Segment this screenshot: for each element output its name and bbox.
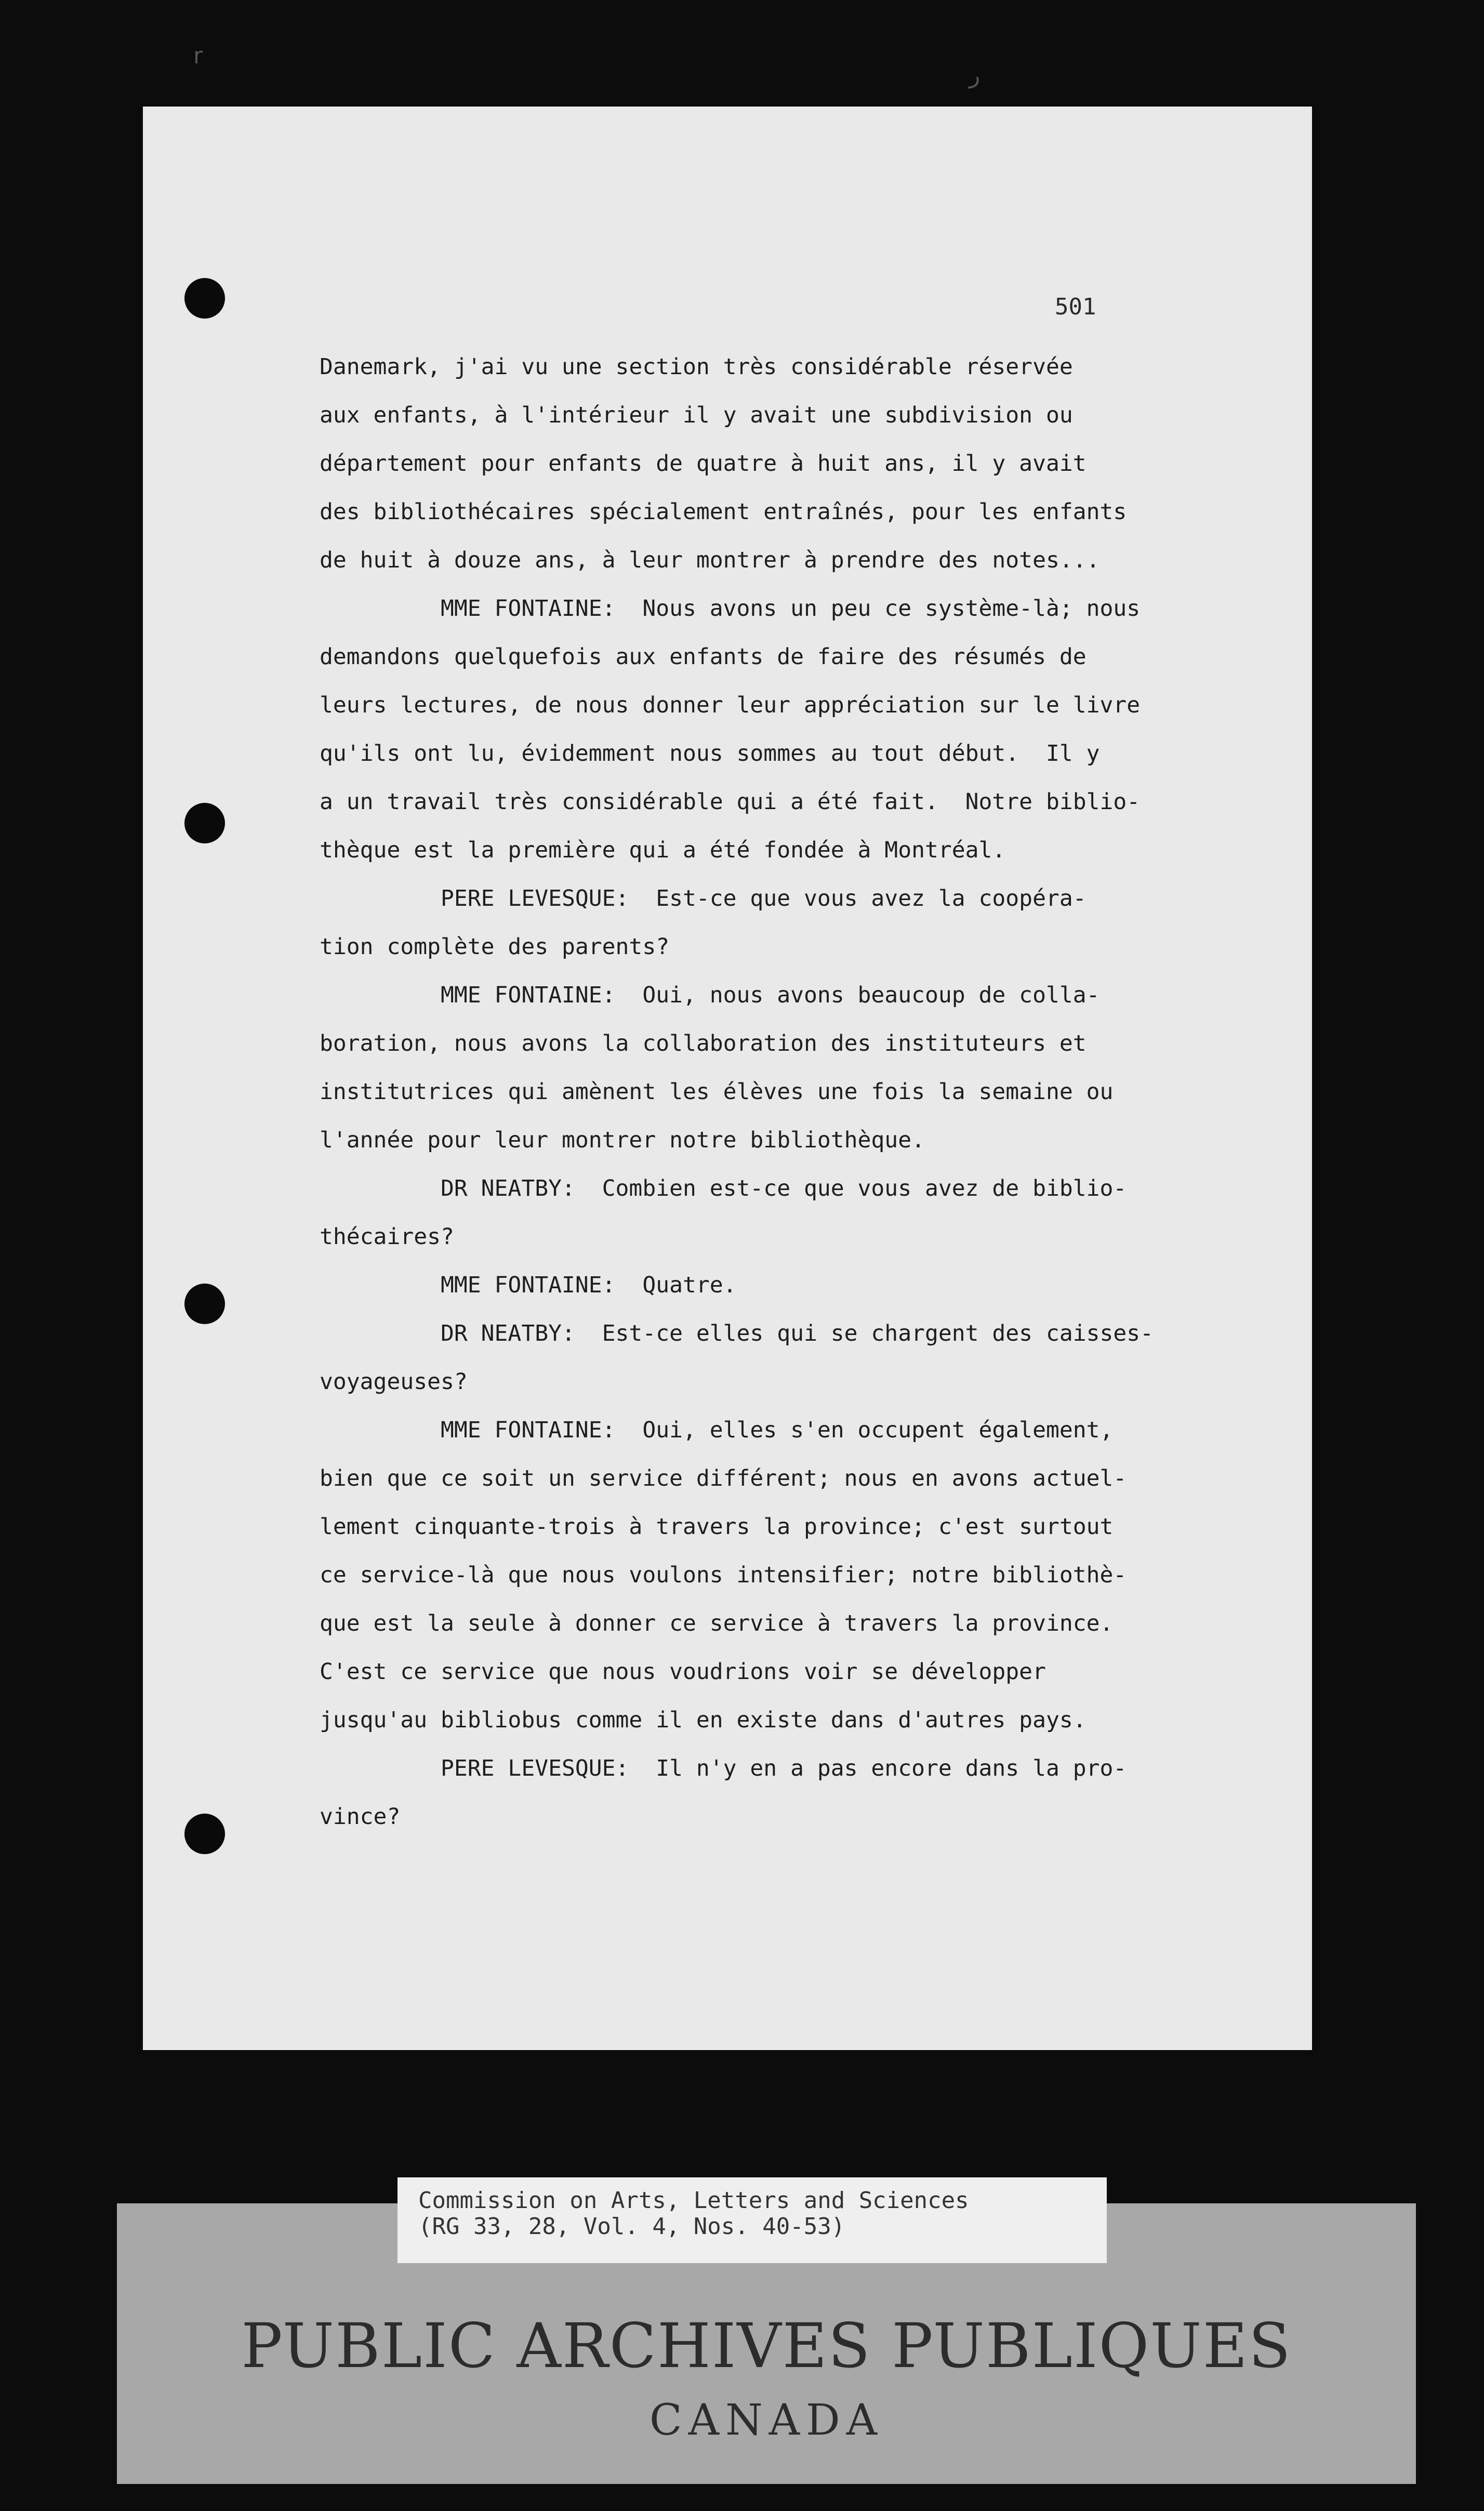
transcript-text bbox=[320, 343, 1255, 1841]
text-line: Danemark, j'ai vu une section très considérable réservée bbox=[320, 354, 1073, 380]
text-line: l'année pour leur montrer notre bibliothèque. bbox=[320, 1127, 925, 1153]
punch-hole bbox=[184, 803, 225, 843]
punch-hole bbox=[184, 1284, 225, 1324]
text-line: que est la seule à donner ce service à travers la province. bbox=[320, 1610, 1114, 1636]
punch-hole bbox=[184, 278, 225, 319]
text-line: thèque est la première qui a été fondée à Montréal. bbox=[320, 837, 1006, 863]
punch-hole bbox=[184, 1814, 225, 1854]
text-line: MME FONTAINE: Oui, elles s'en occupent également, bbox=[320, 1417, 1114, 1443]
film-corner-mark: r bbox=[193, 43, 203, 69]
text-line: MME FONTAINE: Nous avons un peu ce système-là; nous bbox=[320, 596, 1141, 622]
text-line: DR NEATBY: Combien est-ce que vous avez de biblio- bbox=[320, 1175, 1127, 1201]
text-line: département pour enfants de quatre à huit ans, il y avait bbox=[320, 451, 1086, 477]
text-line: MME FONTAINE: Quatre. bbox=[320, 1272, 737, 1298]
text-line: des bibliothécaires spécialement entraînés, pour les enfants bbox=[320, 499, 1127, 525]
collection-label bbox=[398, 2177, 1107, 2263]
archive-title: PUBLIC ARCHIVES PUBLIQUES bbox=[241, 2310, 1292, 2382]
text-line: lement cinquante-trois à travers la province; c'est surtout bbox=[320, 1514, 1114, 1540]
text-line: boration, nous avons la collaboration des instituteurs et bbox=[320, 1030, 1086, 1056]
text-line: bien que ce soit un service différent; nous en avons actuel- bbox=[320, 1465, 1127, 1491]
text-line: institutrices qui amènent les élèves une fois la semaine ou bbox=[320, 1079, 1114, 1105]
text-line: demandons quelquefois aux enfants de faire des résumés de bbox=[320, 644, 1086, 670]
text-line: de huit à douze ans, à leur montrer à prendre des notes... bbox=[320, 547, 1100, 573]
page-number: 501 bbox=[1055, 294, 1096, 320]
film-corner-mark: ر bbox=[969, 62, 981, 89]
text-line: qu'ils ont lu, évidemment nous sommes au tout début. Il y bbox=[320, 741, 1100, 766]
text-line: DR NEATBY: Est-ce elles qui se chargent des caisses- bbox=[320, 1320, 1154, 1346]
collection-label-line: Commission on Arts, Letters and Sciences bbox=[418, 2187, 969, 2214]
collection-label-line: (RG 33, 28, Vol. 4, Nos. 40-53) bbox=[418, 2213, 845, 2240]
text-line: aux enfants, à l'intérieur il y avait une subdivision ou bbox=[320, 402, 1073, 428]
archive-subtitle: CANADA bbox=[650, 2396, 883, 2445]
text-line: MME FONTAINE: Oui, nous avons beaucoup de colla- bbox=[320, 982, 1100, 1008]
text-line: vince? bbox=[320, 1804, 401, 1830]
text-line: C'est ce service que nous voudrions voir se développer bbox=[320, 1659, 1046, 1685]
text-line: leurs lectures, de nous donner leur appréciation sur le livre bbox=[320, 692, 1141, 718]
text-line: tion complète des parents? bbox=[320, 934, 670, 960]
text-line: PERE LEVESQUE: Il n'y en a pas encore dans la pro- bbox=[320, 1755, 1127, 1781]
text-line: a un travail très considérable qui a été fait. Notre biblio- bbox=[320, 789, 1141, 815]
text-line: thécaires? bbox=[320, 1224, 454, 1250]
document-page bbox=[143, 107, 1312, 2050]
text-line: PERE LEVESQUE: Est-ce que vous avez la coopéra- bbox=[320, 886, 1086, 911]
text-line: ce service-là que nous voulons intensifier; notre bibliothè- bbox=[320, 1562, 1127, 1588]
text-line: voyageuses? bbox=[320, 1369, 468, 1395]
text-line: jusqu'au bibliobus comme il en existe dans d'autres pays. bbox=[320, 1707, 1086, 1733]
